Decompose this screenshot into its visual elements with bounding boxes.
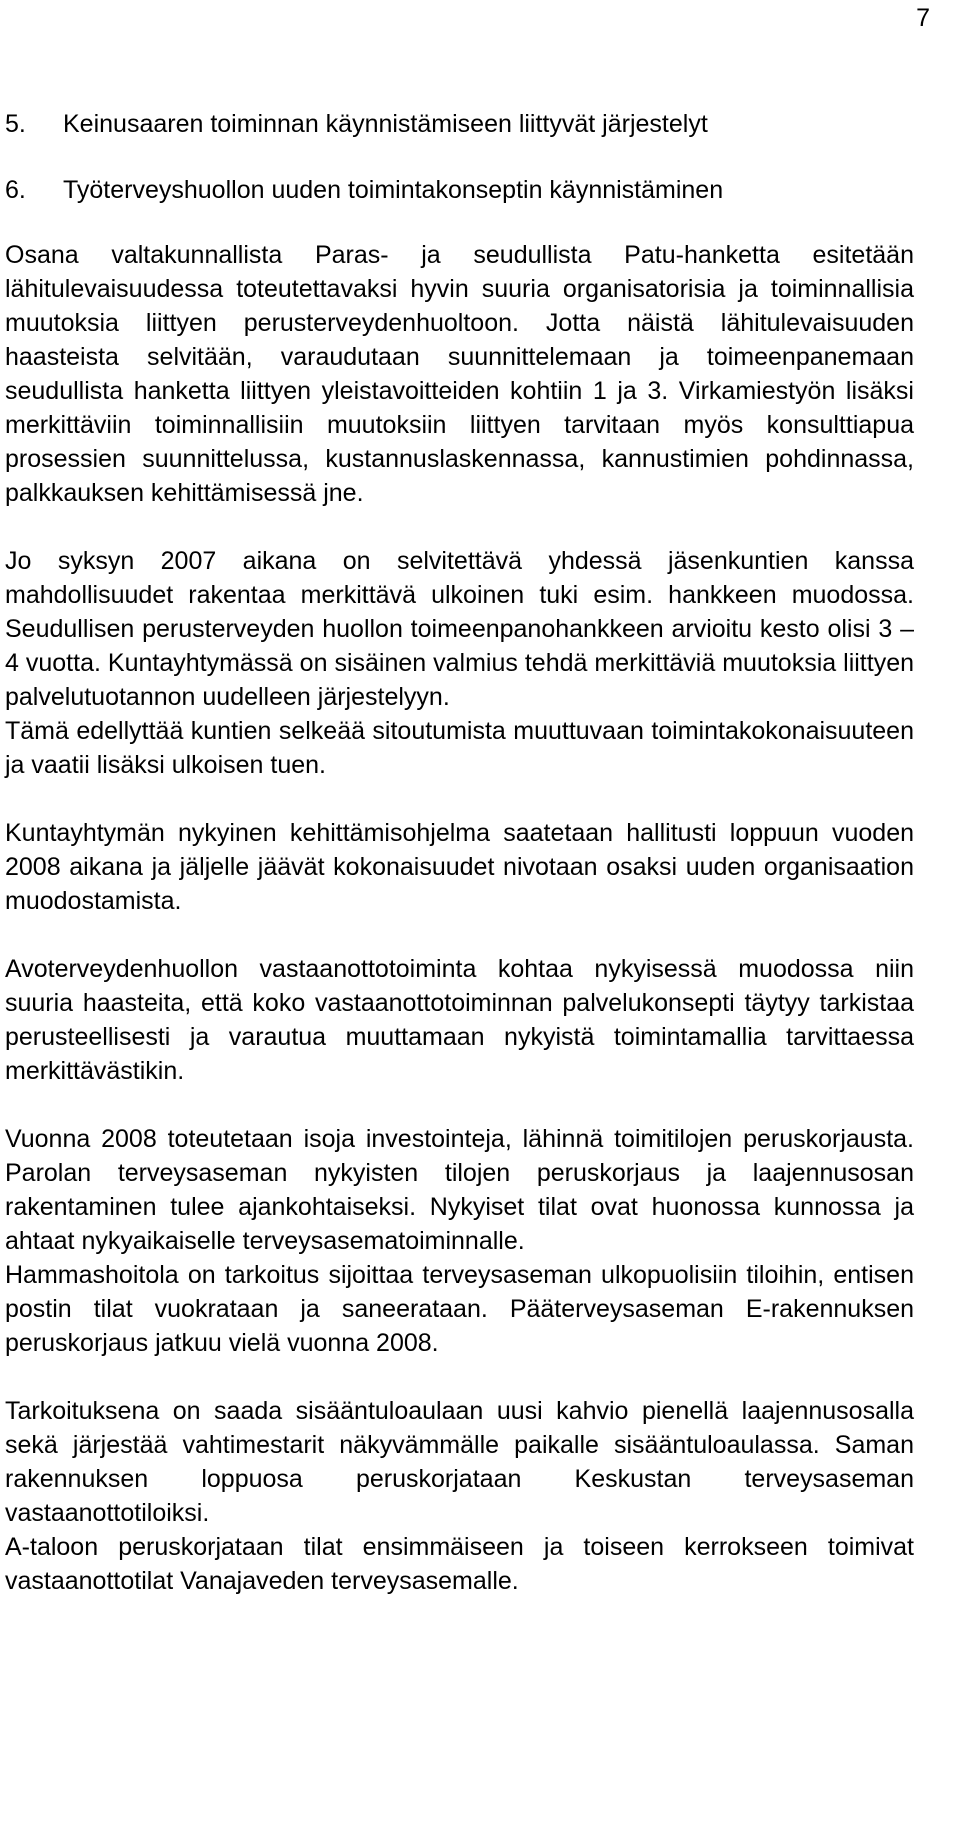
section-heading-6: [5, 173, 914, 207]
paragraph-commitment: Tämä edellyttää kuntien selkeää sitoutumista muuttuvaan toimintakokonaisuuteen ja vaatii lisäksi ulkoisen tuen.: [5, 717, 914, 779]
document-body: [5, 107, 914, 1598]
paragraph-a-building: A-taloon peruskorjataan tilat ensimmäiseen ja toiseen kerrokseen toimivat vastaanottotilat Vanajaveden terveysasemalle.: [5, 1533, 914, 1595]
section-title: Keinusaaren toiminnan käynnistämiseen liittyvät järjestelyt: [63, 110, 708, 138]
paragraph-investments: Vuonna 2008 toteutetaan isoja investointeja, lähinnä toimitilojen peruskorjausta. Parolan terveysaseman nykyisten tilojen peruskorjaus ja laajennusosan rakentaminen tulee ajankohtaiseksi. Nykyiset tilat ovat huonossa kunnossa ja ahtaat nykyaikaiselle terveysasematoiminnalle.: [5, 1125, 914, 1255]
paragraph-development-program: Kuntayhtymän nykyinen kehittämisohjelma saatetaan hallitusti loppuun vuoden 2008 aikana ja jäljelle jäävät kokonaisuudet nivotaan osaksi uuden organisaation muodostamista.: [5, 819, 914, 915]
paragraph-entrance-lobby: Tarkoituksena on saada sisääntuloaulaan uusi kahvio pienellä laajennusosalla sekä järjestää vahtimestarit näkyvämmälle paikalle sisääntuloaulassa. Saman rakennuksen loppuosa peruskorjataan Keskustan terveysaseman vastaanottotiloiksi.: [5, 1397, 914, 1527]
paragraph-external-support: Jo syksyn 2007 aikana on selvitettävä yhdessä jäsenkuntien kanssa mahdollisuudet rakentaa merkittävä ulkoinen tuki esim. hankkeen muodossa. Seudullisen perusterveyden huollon toimeenpanohankkeen arvioitu kesto olisi 3 – 4 vuotta. Kuntayhtymässä on sisäinen valmius tehdä merkittäviä muutoksia liittyen palvelutuotannon uudelleen järjestelyyn.: [5, 547, 914, 711]
paragraph-reform-projects: Osana valtakunnallista Paras- ja seudullista Patu-hanketta esitetään lähitulevaisuudessa toteutettavaksi hyvin suuria organisatorisia ja toiminnallisia muutoksia liittyen perusterveydenhuoltoon. Jotta näistä lähitulevaisuuden haasteista selvitään, varaudutaan suunnittelemaan ja toimeenpanemaan seudullista hanketta liittyen yleistavoitteiden kohtiin 1 ja 3. Virkamiestyön lisäksi merkittäviin toiminnallisiin muutoksiin liittyen tarvitaan myös konsulttiapua prosessien suunnittelussa, kustannuslaskennassa, kannustimien pohdinnassa, palkkauksen kehittämisessä jne.: [5, 241, 914, 507]
section-number: 5.: [5, 110, 26, 138]
section-heading-5: [5, 107, 914, 141]
page-number: 7: [916, 4, 930, 32]
section-number: 6.: [5, 176, 26, 204]
paragraph-outpatient-services: Avoterveydenhuollon vastaanottotoiminta kohtaa nykyisessä muodossa niin suuria haasteita, että koko vastaanottotoiminnan palvelukonsepti täytyy tarkistaa perusteellisesti ja varautua muuttamaan nykyistä toimintamallia tarvittaessa merkittävästikin.: [5, 955, 914, 1085]
section-title: Työterveyshuollon uuden toimintakonseptin käynnistäminen: [63, 176, 724, 204]
paragraph-dental-clinic: Hammashoitola on tarkoitus sijoittaa terveysaseman ulkopuolisiin tiloihin, entisen postin tilat vuokrataan ja saneerataan. Pääterveysaseman E-rakennuksen peruskorjaus jatkuu vielä vuonna 2008.: [5, 1261, 914, 1357]
